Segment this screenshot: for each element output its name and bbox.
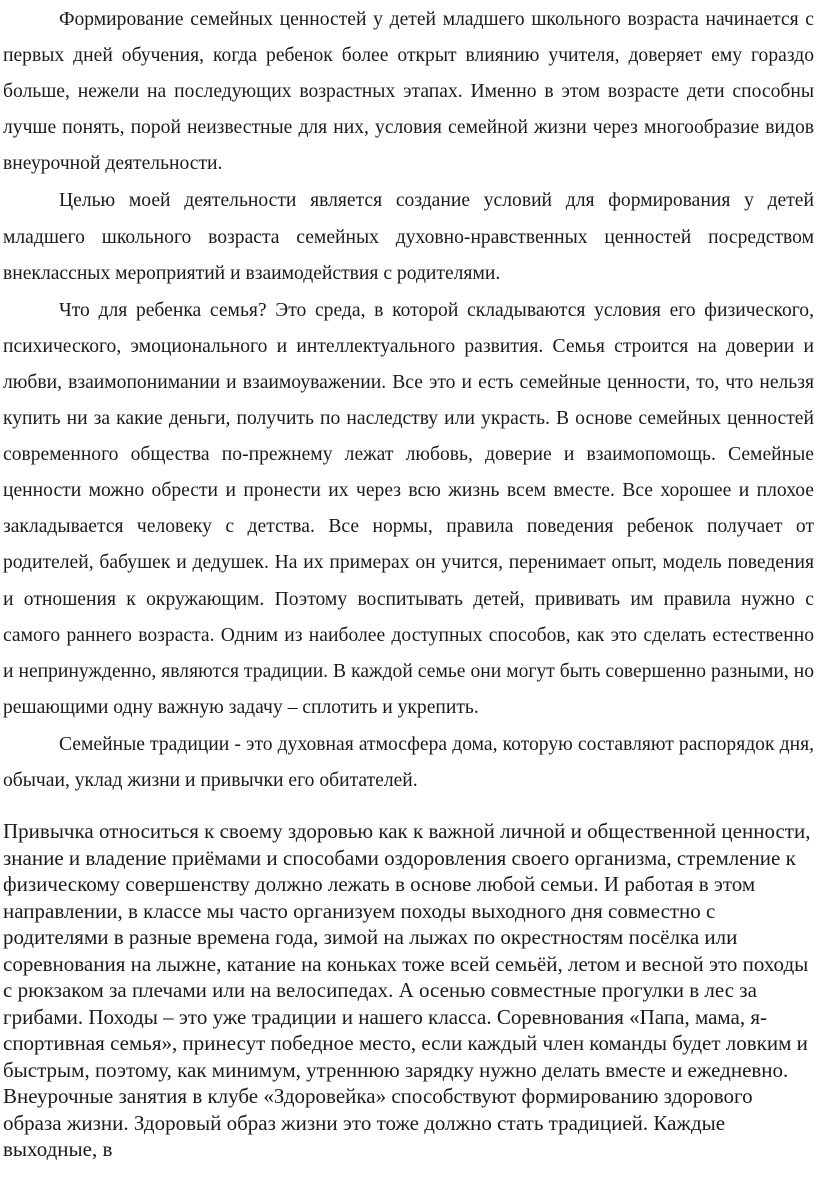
paragraph-family-traditions: Семейные традиции - это духовная атмосфера дома, которую составляют распорядок дня, обычаи, уклад жизни и привычки его обитателей.	[3, 733, 814, 791]
paragraph-what-is-family: Что для ребенка семья? Это среда, в которой складываются условия его физического, психического, эмоционального и интеллектуального развития. Семья строится на доверии и любви, взаимопонимании и взаимоуважении. Все это и есть семейные ценности, то, что нельзя купить ни за какие деньги, получить по наследству или украсть. В основе семейных ценностей современного общества по-прежнему лежат любовь, доверие и взаимопомощь. Семейные ценности можно обрести и пронести их через всю жизнь всем вместе. Все хорошее и плохое закладывается человеку с детства. Все нормы, правила поведения ребенок получает от родителей, бабушек и дедушек. На их примерах он учится, перенимает опыт, модель поведения и отношения к окружающим. Поэтому воспитывать детей, прививать им правила нужно с самого раннего возраста. Одним из наиболее доступных способов, как это сделать естественно и непринужденно, являются традиции. В каждой семье они могут быть совершенно разными, но решающими одну важную задачу – сплотить и укрепить.	[3, 299, 814, 718]
health-section	[3, 818, 814, 1163]
indented-paragraphs	[3, 2, 814, 800]
paragraph-health-habits: Привычка относиться к своему здоровью как к важной личной и общественной ценности, знание и владение приёмами и способами оздоровления своего организма, стремление к физическому совершенству должно лежать в основе любой семьи. И работая в этом направлении, в классе мы часто организуем походы выходного дня совместно с родителями в разные времена года, зимой на лыжах по окрестностям посёлка или соревнования на лыжне, катание на коньках тоже всей семьёй, летом и весной это походы с рюкзаком за плечами или на велосипедах. А осенью совместные прогулки в лес за грибами. Походы – это уже традиции и нашего класса. Соревнования «Папа, мама, я- спортивная семья», принесут победное место, если каждый член команды будет ловким и быстрым, поэтому, как минимум, утреннюю зарядку нужно делать вместе и ежедневно. Внеурочные занятия в клубе «Здоровейка» способствуют формированию здорового образа жизни. Здоровый образ жизни это тоже должно стать традицией. Каждые выходные, в	[3, 819, 811, 1161]
paragraph-family-values-intro: Формирование семейных ценностей у детей младшего школьного возраста начинается с первых дней обучения, когда ребенок более открыт влиянию учителя, доверяет ему гораздо больше, нежели на последующих возрастных этапах. Именно в этом возрасте дети способны лучше понять, порой неизвестные для них, условия семейной жизни через многообразие видов внеурочной деятельности.	[3, 9, 814, 175]
paragraph-goal: Целью моей деятельности является создание условий для формирования у детей младшего школьного возраста семейных духовно-нравственных ценностей посредством внеклассных мероприятий и взаимодействия с родителями.	[3, 190, 814, 284]
